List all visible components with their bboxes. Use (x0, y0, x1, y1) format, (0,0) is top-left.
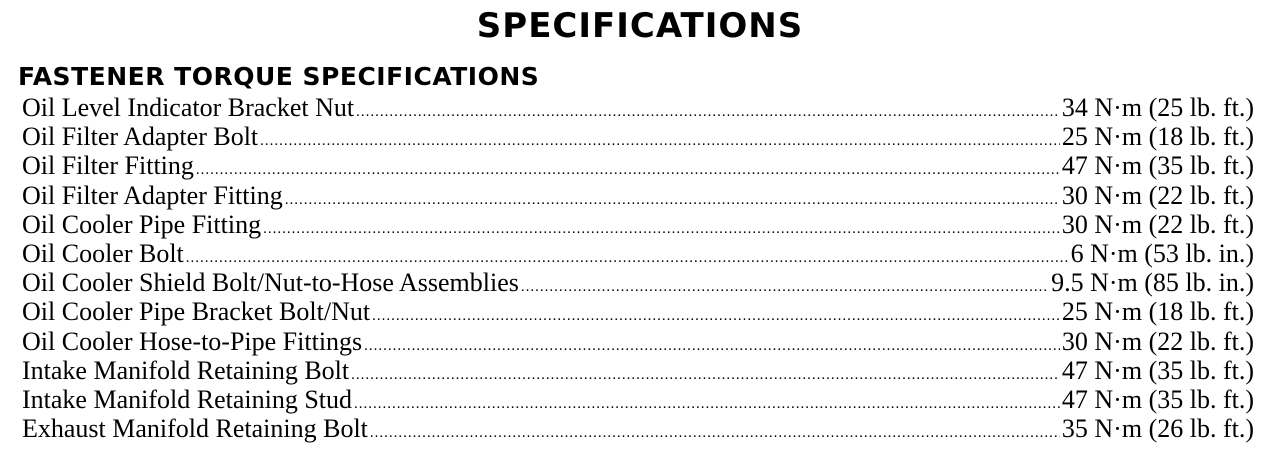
page-title: SPECIFICATIONS (476, 6, 804, 46)
spec-row (22, 210, 1254, 239)
torque-spec-list (22, 93, 1254, 443)
section-heading: FASTENER TORQUE SPECIFICATIONS (18, 62, 540, 91)
spec-row (22, 385, 1254, 414)
spec-name: Intake Manifold Retaining Bolt (22, 355, 350, 385)
spec-name: Oil Cooler Pipe Fitting (22, 209, 262, 239)
dot-leader (370, 419, 1060, 448)
dot-leader (356, 98, 1060, 127)
dot-leader (351, 361, 1060, 390)
spec-name: Oil Level Indicator Bracket Nut (22, 93, 355, 122)
spec-name: Oil Filter Adapter Fitting (22, 180, 283, 210)
spec-row (22, 181, 1254, 210)
spec-name: Oil Cooler Shield Bolt/Nut-to-Hose Assemblies (22, 268, 519, 298)
spec-row (22, 414, 1254, 443)
spec-row (22, 93, 1254, 122)
spec-value: 34 N·m (25 lb. ft.) (1061, 93, 1254, 122)
spec-row (22, 151, 1254, 180)
spec-row (22, 327, 1254, 356)
dot-leader (263, 215, 1060, 244)
dot-leader (196, 156, 1060, 185)
spec-value: 30 N·m (22 lb. ft.) (1061, 326, 1254, 356)
dot-leader (354, 390, 1060, 419)
spec-value: 25 N·m (18 lb. ft.) (1061, 122, 1254, 152)
spec-name: Oil Cooler Pipe Bracket Bolt/Nut (22, 297, 371, 327)
spec-name: Oil Cooler Bolt (22, 238, 184, 268)
spec-row (22, 356, 1254, 385)
dot-leader (285, 186, 1060, 215)
spec-name: Intake Manifold Retaining Stud (22, 384, 353, 414)
spec-value: 6 N·m (53 lb. in.) (1070, 238, 1254, 268)
spec-value: 47 N·m (35 lb. ft.) (1061, 355, 1254, 385)
spec-row (22, 122, 1254, 151)
dot-leader (521, 273, 1049, 302)
dot-leader (260, 127, 1060, 156)
spec-value: 9.5 N·m (85 lb. in.) (1051, 268, 1254, 298)
spec-value: 30 N·m (22 lb. ft.) (1061, 180, 1254, 210)
spec-row (22, 297, 1254, 326)
spec-value: 25 N·m (18 lb. ft.) (1061, 297, 1254, 327)
dot-leader (372, 302, 1060, 331)
spec-value: 47 N·m (35 lb. ft.) (1061, 384, 1254, 414)
dot-leader (364, 332, 1060, 361)
spec-value: 30 N·m (22 lb. ft.) (1061, 209, 1254, 239)
spec-value: 47 N·m (35 lb. ft.) (1061, 151, 1254, 181)
spec-name: Oil Filter Adapter Bolt (22, 122, 259, 152)
spec-row (22, 239, 1254, 268)
spec-value: 35 N·m (26 lb. ft.) (1061, 414, 1254, 444)
spec-name: Oil Cooler Hose-to-Pipe Fittings (22, 326, 363, 356)
spec-row (22, 268, 1254, 297)
spec-name: Exhaust Manifold Retaining Bolt (22, 414, 368, 444)
spec-name: Oil Filter Fitting (22, 151, 194, 181)
